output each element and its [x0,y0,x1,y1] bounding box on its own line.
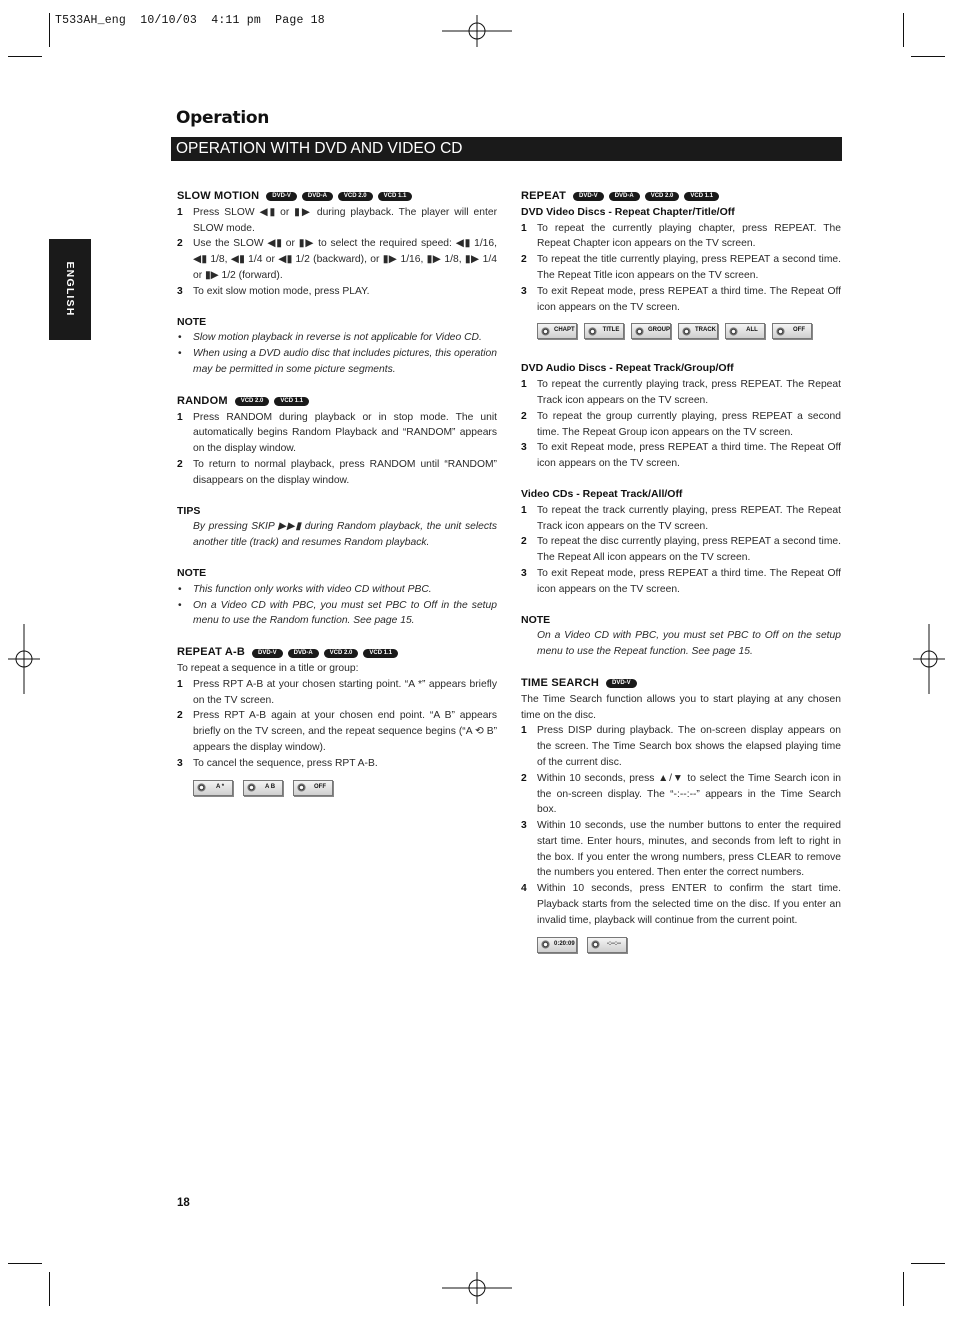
list-item: 4 Within 10 seconds, press ENTER to confirm the start time. Playback starts from the selected time on the disc. If you enter an invalid time, playback will continue from the current point. [521,883,841,926]
repeat-icon: TITLE [584,323,624,339]
badge: VCD 1.1 [274,397,309,406]
list-item: 2 Press RPT A-B again at your chosen end point. “A B” appears briefly on the TV screen, and the repeat sequence begins (“A ⟲ B” appears the display window). [177,710,497,753]
repeat-icons [521,323,841,339]
registration-mark-icon [442,1272,512,1304]
repeat-ab-heading: REPEAT A-B DVD-V DVD-A VCD 2.0 VCD 1.1 [177,645,497,661]
language-tab-label: ENGLISH [64,261,76,317]
time-search-heading: TIME SEARCH DVD-V [521,676,841,692]
badge: VCD 1.1 [363,649,398,658]
crop-mark [911,1263,945,1264]
list-item: 2 To repeat the group currently playing, press REPEAT a second time. The Repeat Group icon appears on the TV screen. [521,410,841,438]
list-item: 3 To exit Repeat mode, press REPEAT a third time. The Repeat Off icon appears on the TV screen. [521,285,841,313]
video-cd-subheading: Video CDs - Repeat Track/All/Off [521,487,683,500]
badge: VCD 2.0 [324,649,359,658]
list-item: 1 To repeat the currently playing track, press REPEAT. The Repeat Track icon appears on the TV screen. [521,379,841,406]
note-text: On a Video CD with PBC, you must set PBC to Off on the setup menu to use the Repeat function. See page 15. [537,630,841,658]
note-bullet: • When using a DVD audio disc that includes pictures, this operation may be permitted in some picture segments. [178,348,497,375]
repeat-icon: ALL [725,323,765,339]
repeat-icon: CHAPT [537,323,577,339]
list-item: 3 To cancel the sequence, press RPT A-B. [177,757,378,769]
crop-mark [903,1272,904,1306]
badge: DVD-A [302,192,333,201]
list-item: 2 Use the SLOW ◀▮ or ▮▶ to select the required speed: ◀▮ 1/16, ◀▮ 1/8, ◀▮ 1/4 or ◀▮ 1/2 (backward), or ▮▶ 1/16, ▮▶ 1/8, ▮▶ 1/4 or ▮▶ 1/2 (forward). [177,238,497,281]
repeat-ab-icons [177,780,497,796]
time-search-icons [521,937,841,953]
list-item: 2 To return to normal playback, press RANDOM until “RANDOM” disappears on the display window. [177,458,497,486]
list-item: 3 To exit Repeat mode, press REPEAT a third time. The Repeat Off icon appears on the TV screen. [521,442,841,470]
language-tab [49,239,91,340]
repeat-icon: A * [193,780,233,796]
list-item: 1 Press SLOW ◀▮ or ▮▶ during playback. The player will enter SLOW mode. [177,206,497,234]
list-item: 1 To repeat the track currently playing, press REPEAT. The Repeat Track icon appears on the TV screen. [521,504,841,532]
time-search-icon: -:--:-- [587,937,627,953]
crop-mark [49,1272,50,1306]
crop-mark [8,1263,42,1264]
list-item: 1 To repeat the currently playing chapter, press REPEAT. The Repeat Chapter icon appears on the TV screen. [521,222,841,250]
badge: VCD 2.0 [338,192,373,201]
list-item: 2 To repeat the disc currently playing, press REPEAT a second time. The Repeat All icon appears on the TV screen. [521,536,841,564]
repeat-icon: OFF [772,323,812,339]
note-heading: NOTE [177,566,207,579]
repeat-ab-intro: To repeat a sequence in a title or group: [177,662,359,674]
registration-mark-icon [8,624,40,694]
badge: VCD 1.1 [378,192,413,201]
page-banner: OPERATION WITH DVD AND VIDEO CD [171,137,842,161]
repeat-heading: REPEAT DVD-V DVD-A VCD 2.0 VCD 1.1 [521,189,841,205]
right-column [521,189,841,953]
repeat-icon: GROUP [631,323,671,339]
list-item: 3 Within 10 seconds, use the number buttons to enter the required start time. Enter hours, minutes, and seconds from left to right in the box. If you enter the wrong numbers, press CLEAR to remove the numbers you entered. Then enter the correct numbers. [521,820,841,879]
registration-mark-icon [442,15,512,47]
list-item: 2 Within 10 seconds, press ▲/▼ to select the Time Search icon in the on-screen display. The “-:--:--” appears in the Time Search box. [521,772,841,816]
slow-motion-heading: SLOW MOTION DVD-V DVD-A VCD 2.0 VCD 1.1 [177,189,497,205]
list-item: 1 Press RPT A-B at your chosen starting point. “A *” appears briefly on the TV screen. [177,678,497,706]
repeat-icon: TRACK [678,323,718,339]
random-heading: RANDOM VCD 2.0 VCD 1.1 [177,394,497,410]
list-item: 2 To repeat the title currently playing, press REPEAT a second time. The Repeat Title icon appears on the TV screen. [521,254,841,281]
repeat-icon: A B [243,780,283,796]
section-title: Operation [176,108,270,128]
list-item: 1 Press RANDOM during playback or in stop mode. The unit automatically begins Random Playback and “RANDOM” appears on the display window. [177,411,497,455]
note-bullet: • On a Video CD with PBC, you must set PBC to Off in the setup menu to use the Random function. See page 15. [178,599,497,627]
badge: DVD-V [573,192,604,201]
time-search-intro: The Time Search function allows you to start playing at any chosen time on the disc. [521,693,841,721]
crop-mark [8,56,42,57]
badge: VCD 2.0 [645,192,680,201]
badge: VCD 2.0 [235,397,270,406]
time-search-icon: 0:20:09 [537,937,577,953]
note-heading: NOTE [177,315,207,328]
dvd-video-subheading: DVD Video Discs - Repeat Chapter/Title/Off [521,205,735,218]
page-number: 18 [177,1197,190,1209]
repeat-icon: OFF [293,780,333,796]
badge: DVD-A [609,192,640,201]
list-item: 3 To exit Repeat mode, press REPEAT a third time. The Repeat Off icon appears on the TV screen. [521,567,841,595]
list-item: 3 To exit slow motion mode, press PLAY. [177,285,370,297]
badge: DVD-V [606,679,637,688]
list-item: 1 Press DISP during playback. The on-screen display appears on the screen. The Time Search box shows the elapsed playing time of the current disc. [521,725,841,768]
registration-mark-icon [913,624,945,694]
dvd-audio-subheading: DVD Audio Discs - Repeat Track/Group/Off [521,362,734,375]
tips-text: By pressing SKIP ▶▶▮ during Random playback, the unit selects another title (track) and resumes Random playback. [193,521,497,549]
note-heading: NOTE [521,613,551,626]
note-bullet: • This function only works with video CD without PBC. [178,583,432,595]
crop-mark [911,56,945,57]
badge: VCD 1.1 [684,192,719,201]
note-bullet: • Slow motion playback in reverse is not applicable for Video CD. [178,332,482,344]
badge: DVD-V [266,192,297,201]
crop-mark [903,13,904,47]
badge: DVD-V [252,649,283,658]
left-column [177,189,497,796]
tips-heading: TIPS [177,504,201,517]
crop-mark [49,13,50,47]
print-header: T533AH_eng 10/10/03 4:11 pm Page 18 [55,14,325,27]
badge: DVD-A [288,649,319,658]
